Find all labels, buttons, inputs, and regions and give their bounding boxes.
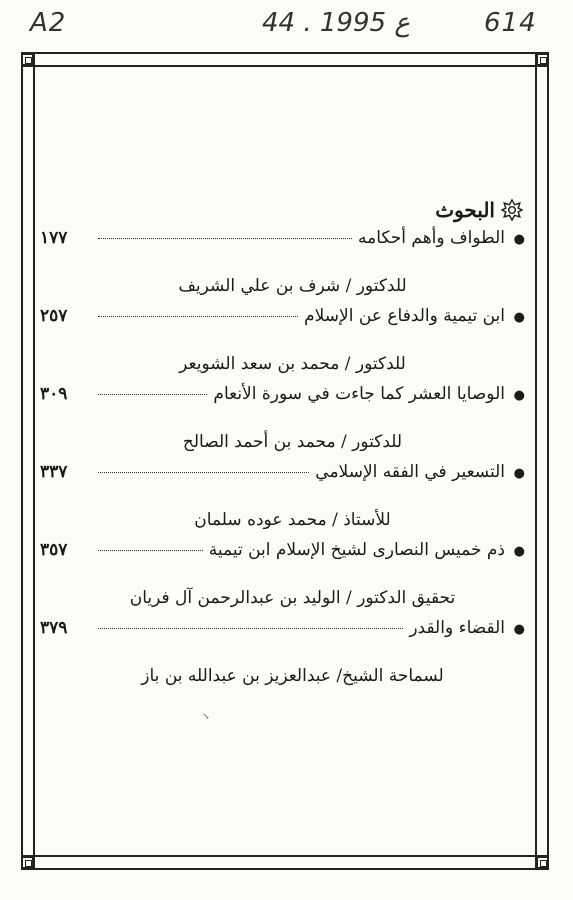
star-ornament-icon: [501, 199, 523, 221]
entry-line: [40, 384, 525, 422]
page-number: ٣٧٩: [40, 618, 68, 638]
frame-bar-top: [34, 53, 536, 66]
entry-author: للدكتور / محمد بن سعد الشويعر: [179, 354, 406, 374]
handwritten-note-left: A2: [30, 8, 67, 38]
dotted-leader: [98, 550, 203, 551]
entry-line: [40, 618, 525, 656]
dotted-leader: [98, 316, 298, 317]
page-number: ٣٥٧: [40, 540, 68, 560]
entry-title: الوصايا العشر كما جاءت في سورة الأنعام: [213, 384, 505, 404]
entry-title: القضاء والقدر: [409, 618, 505, 638]
section-heading: [40, 198, 525, 222]
entry-title: ابن تيمية والدفاع عن الإسلام: [304, 306, 505, 326]
dotted-leader: [98, 472, 309, 473]
frame-corner-bottom-right: [536, 856, 549, 869]
entry-line: [40, 228, 525, 266]
list-item: [40, 384, 525, 462]
section-title: البحوث: [435, 198, 495, 222]
dotted-leader: [98, 394, 207, 395]
frame-bar-bottom: [34, 856, 536, 869]
entry-title: التسعير في الفقه الإسلامي: [315, 462, 505, 482]
entry-title: ذم خميس النصارى لشيخ الإسلام ابن تيمية: [208, 540, 505, 560]
dotted-leader: [98, 628, 403, 629]
frame-bar-right: [536, 66, 548, 856]
page-number: ٣٣٧: [40, 462, 68, 482]
table-of-contents: [40, 198, 525, 696]
entries-list: [40, 228, 525, 696]
list-item: [40, 228, 525, 306]
entry-line: [40, 540, 525, 578]
list-item: [40, 306, 525, 384]
entry-author: لسماحة الشيخ/ عبدالعزيز بن عبدالله بن باز: [141, 666, 444, 686]
bullet-icon: ●: [513, 310, 525, 325]
page-number: ٢٥٧: [40, 306, 68, 326]
page-number: ١٧٧: [40, 228, 68, 248]
entry-author: للأستاذ / محمد عوده سلمان: [194, 510, 391, 530]
entry-author: تحقيق الدكتور / الوليد بن عبدالرحمن آل فريان: [129, 588, 456, 608]
entry-title: الطواف وأهم أحكامه: [357, 228, 505, 248]
frame-corner-bottom-left: [21, 856, 34, 869]
frame-corner-top-left: [21, 53, 34, 66]
frame-bar-left: [22, 66, 34, 856]
bullet-icon: ●: [513, 388, 525, 403]
entry-line: [40, 306, 525, 344]
frame-corner-top-right: [536, 53, 549, 66]
entry-line: [40, 462, 525, 500]
handwritten-note-right: 614: [484, 8, 537, 38]
list-item: [40, 540, 525, 618]
entry-author: للدكتور / محمد بن أحمد الصالح: [182, 432, 403, 452]
dotted-leader: [98, 238, 352, 239]
scan-mark: ↘: [202, 712, 210, 722]
handwritten-note-center: 44 . ع 1995: [262, 8, 410, 38]
list-item: [40, 462, 525, 540]
page-number: ٣٠٩: [40, 384, 68, 404]
bullet-icon: ●: [513, 232, 525, 247]
list-item: [40, 618, 525, 696]
bullet-icon: ●: [513, 622, 525, 637]
entry-author: للدكتور / شرف بن علي الشريف: [178, 276, 407, 296]
bullet-icon: ●: [513, 466, 525, 481]
bullet-icon: ●: [513, 544, 525, 559]
